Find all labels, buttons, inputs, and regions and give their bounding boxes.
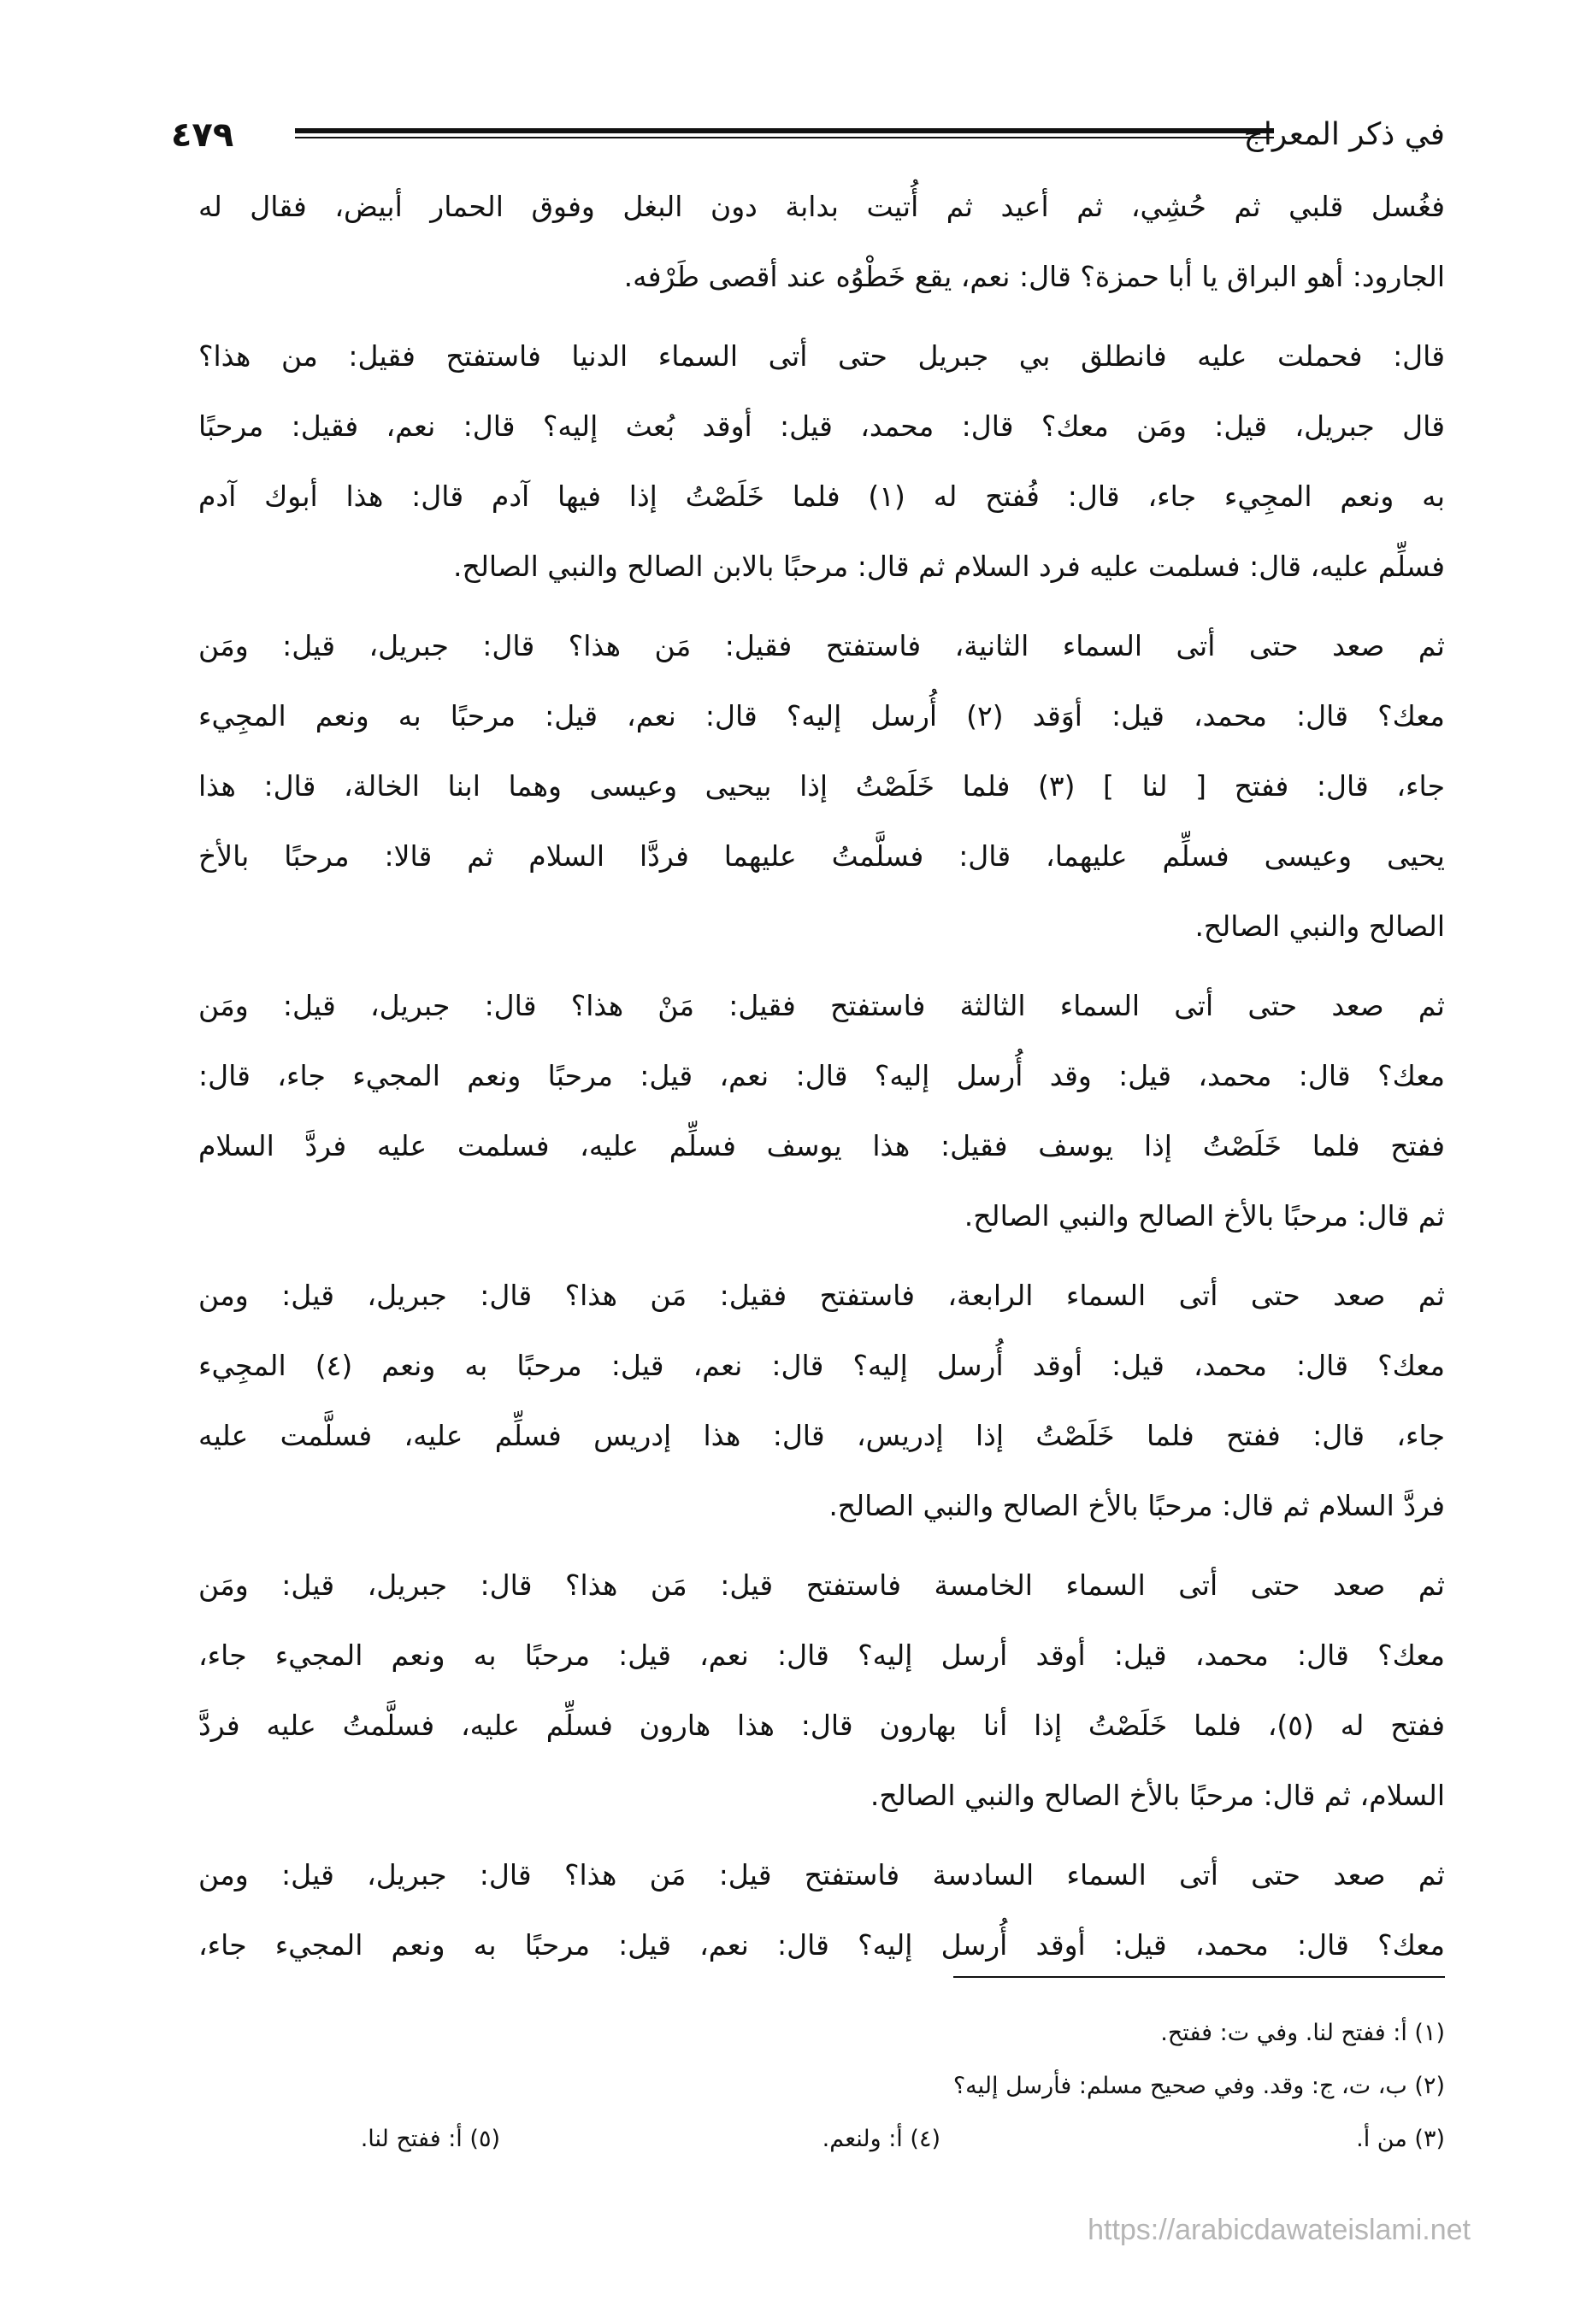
header-rule	[295, 128, 1274, 140]
text-line: معك؟ قال: محمد، قيل: أوقد أرسل إليه؟ قال: نعم، قيل: مرحبًا به ونعم المجيء جاء،	[198, 1639, 1445, 1672]
paragraph	[198, 611, 1445, 962]
text-line: يحيى وعيسى فسلِّم عليهما، قال: فسلَّمتُ عليهما فردَّا السلام ثم قالا: مرحبًا بالأخ	[198, 839, 1445, 873]
text-line: معك؟ قال: محمد، قيل: وقد أُرسل إليه؟ قال: نعم، قيل: مرحبًا ونعم المجيء جاء، قال:	[198, 1059, 1445, 1092]
footnotes	[198, 2007, 1445, 2166]
text-line: ثم صعد حتى أتى السماء السادسة فاستفتح قيل: مَن هذا؟ قال: جبريل، قيل: ومن	[198, 1858, 1445, 1892]
footnote-5: (٥) أ: ففتح لنا.	[360, 2126, 500, 2152]
footnote-row-3	[198, 2113, 1445, 2166]
text-line: به ونعم المجِيء جاء، قال: فُفتح له (١) فلما خَلَصْتُ إذا فيها آدم قال: هذا أبوك آدم	[198, 480, 1445, 513]
paragraph	[198, 1261, 1445, 1541]
main-text	[198, 172, 1445, 1990]
footnote-2: (٢) ب، ت، ج: وقد. وفي صحيح مسلم: فأرسل إليه؟	[952, 2073, 1445, 2099]
paragraph	[198, 1550, 1445, 1831]
text-line: ثم قال: مرحبًا بالأخ الصالح والنبي الصالح.	[964, 1199, 1445, 1233]
text-line: معك؟ قال: محمد، قيل: أوقد أُرسل إليه؟ قال: نعم، قيل: مرحبًا به ونعم المجيء جاء،	[198, 1928, 1445, 1962]
footnote-3: (٣) من أ.	[1356, 2126, 1445, 2152]
footnote-1: (١) أ: ففتح لنا. وفي ت: ففتح.	[1160, 2020, 1445, 2046]
text-line: معك؟ قال: محمد، قيل: أوقد أُرسل إليه؟ قال: نعم، قيل: مرحبًا به ونعم (٤) المجِيء	[198, 1349, 1445, 1382]
watermark-url: https://arabicdawateislami.net	[1088, 2214, 1471, 2246]
text-line: قال جبريل، قيل: ومَن معك؟ قال: محمد، قيل: أوقد بُعث إليه؟ قال: نعم، فقيل: مرحبًا	[198, 409, 1445, 443]
running-header	[171, 109, 1445, 161]
footnote-4: (٤) أ: ولنعم.	[822, 2126, 940, 2152]
text-line: ففتح فلما خَلَصْتُ إذا يوسف فقيل: هذا يوسف فسلِّم عليه، فسلمت عليه فردَّ السلام	[198, 1129, 1445, 1162]
text-line: ثم صعد حتى أتى السماء الثالثة فاستفتح فقيل: مَنْ هذا؟ قال: جبريل، قيل: ومَن	[198, 989, 1445, 1022]
text-line: معك؟ قال: محمد، قيل: أوَقد (٢) أُرسل إليه؟ قال: نعم، قيل: مرحبًا به ونعم المجِيء	[198, 699, 1445, 733]
text-line: ثم صعد حتى أتى السماء الرابعة، فاستفتح فقيل: مَن هذا؟ قال: جبريل، قيل: ومن	[198, 1279, 1445, 1312]
paragraph	[198, 321, 1445, 602]
paragraph	[198, 1840, 1445, 1980]
text-line: فردَّ السلام ثم قال: مرحبًا بالأخ الصالح والنبي الصالح.	[828, 1489, 1445, 1522]
text-line: فسلِّم عليه، قال: فسلمت عليه فرد السلام ثم قال: مرحبًا بالابن الصالح والنبي الصالح.	[453, 550, 1445, 583]
page-number: ٤٧٩	[171, 115, 234, 155]
paragraph	[198, 172, 1445, 312]
text-line: ثم صعد حتى أتى السماء الثانية، فاستفتح فقيل: مَن هذا؟ قال: جبريل، قيل: ومَن	[198, 629, 1445, 662]
text-line: ثم صعد حتى أتى السماء الخامسة فاستفتح قيل: مَن هذا؟ قال: جبريل، قيل: ومَن	[198, 1568, 1445, 1602]
paragraph	[198, 971, 1445, 1251]
footnote-separator	[953, 1976, 1445, 1978]
chapter-title: في ذكر المعراج	[1243, 117, 1445, 152]
text-line: جاء، قال: ففتح فلما خَلَصْتُ إذا إدريس، قال: هذا إدريس فسلِّم عليه، فسلَّمت عليه	[198, 1419, 1445, 1452]
text-line: ففتح له (٥)، فلما خَلَصْتُ إذا أنا بهارون قال: هذا هارون فسلِّم عليه، فسلَّمتُ عليه فردَّ	[198, 1709, 1445, 1742]
text-line: الصالح والنبي الصالح.	[1194, 909, 1445, 943]
text-line: فغُسل قلبي ثم حُشِي، ثم أعيد ثم أُتيت بدابة دون البغل وفوق الحمار أبيض، فقال له	[198, 190, 1445, 223]
text-line: السلام، ثم قال: مرحبًا بالأخ الصالح والنبي الصالح.	[870, 1779, 1445, 1812]
text-line: قال: فحملت عليه فانطلق بي جبريل حتى أتى السماء الدنيا فاستفتح فقيل: من هذا؟	[198, 339, 1445, 373]
text-line: جاء، قال: ففتح [ لنا ] (٣) فلما خَلَصْتُ إذا بيحيى وعيسى وهما ابنا الخالة، قال: هذا	[198, 769, 1445, 803]
text-line: الجارود: أهو البراق يا أبا حمزة؟ قال: نعم، يقع خَطْوُه عند أقصى طَرْفه.	[623, 260, 1445, 293]
